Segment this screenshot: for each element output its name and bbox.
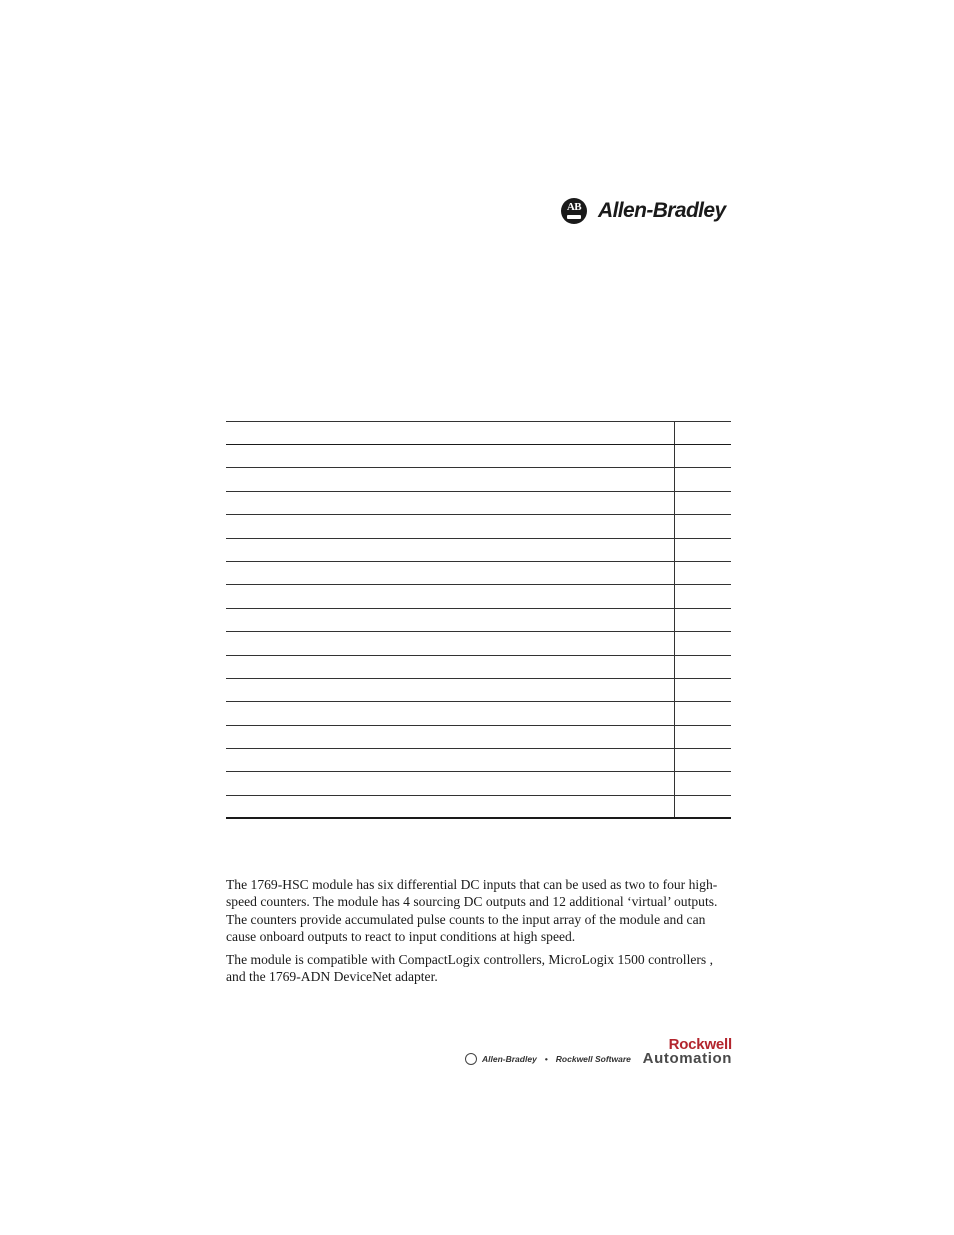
rockwell-automation-logo <box>626 1038 732 1066</box>
ab-badge-letters: AB <box>566 201 582 213</box>
brand-name: Allen-Bradley <box>598 199 726 222</box>
toc-row <box>226 796 731 819</box>
intro-paragraph: The 1769-HSC module has six differential DC inputs that can be used as two to four high-speed counters. The module has 4 sourcing DC outputs and 12 additional ‘virtual’ outputs. The counters provide accumulated pulse counts to the input array of the module and can cause onboard outputs to react to input conditions at high speed. <box>226 877 718 944</box>
toc-row <box>226 772 731 795</box>
toc-row <box>226 726 731 749</box>
toc-row <box>226 749 731 772</box>
compatibility-paragraph: The module is compatible with CompactLogix controllers, MicroLogix 1500 controllers , and the 1769-ADN DeviceNet adapter. <box>226 952 714 985</box>
toc-row <box>226 539 731 562</box>
toc-table <box>226 421 731 819</box>
logo-rockwell: Rockwell <box>668 1036 732 1053</box>
toc-row <box>226 656 731 679</box>
allen-bradley-logo <box>561 196 731 226</box>
toc-row <box>226 585 731 608</box>
footer-brands <box>465 1053 631 1065</box>
toc-row <box>226 515 731 538</box>
toc-row <box>226 609 731 632</box>
toc-row <box>226 492 731 515</box>
toc-row <box>226 679 731 702</box>
toc-row <box>226 445 731 468</box>
footer-separator: • <box>544 1054 548 1064</box>
ab-badge-icon <box>561 198 587 224</box>
toc-row <box>226 562 731 585</box>
toc-row <box>226 632 731 655</box>
footer-brand-allen-bradley: Allen-Bradley <box>482 1054 537 1064</box>
toc-header-row <box>226 422 731 445</box>
ab-mini-badge-icon <box>465 1053 477 1065</box>
toc-row <box>226 702 731 725</box>
footer-brand-rockwell-software: Rockwell Software <box>555 1054 631 1064</box>
logo-automation: Automation <box>642 1050 732 1067</box>
intro-text <box>226 876 732 992</box>
toc-row <box>226 468 731 491</box>
